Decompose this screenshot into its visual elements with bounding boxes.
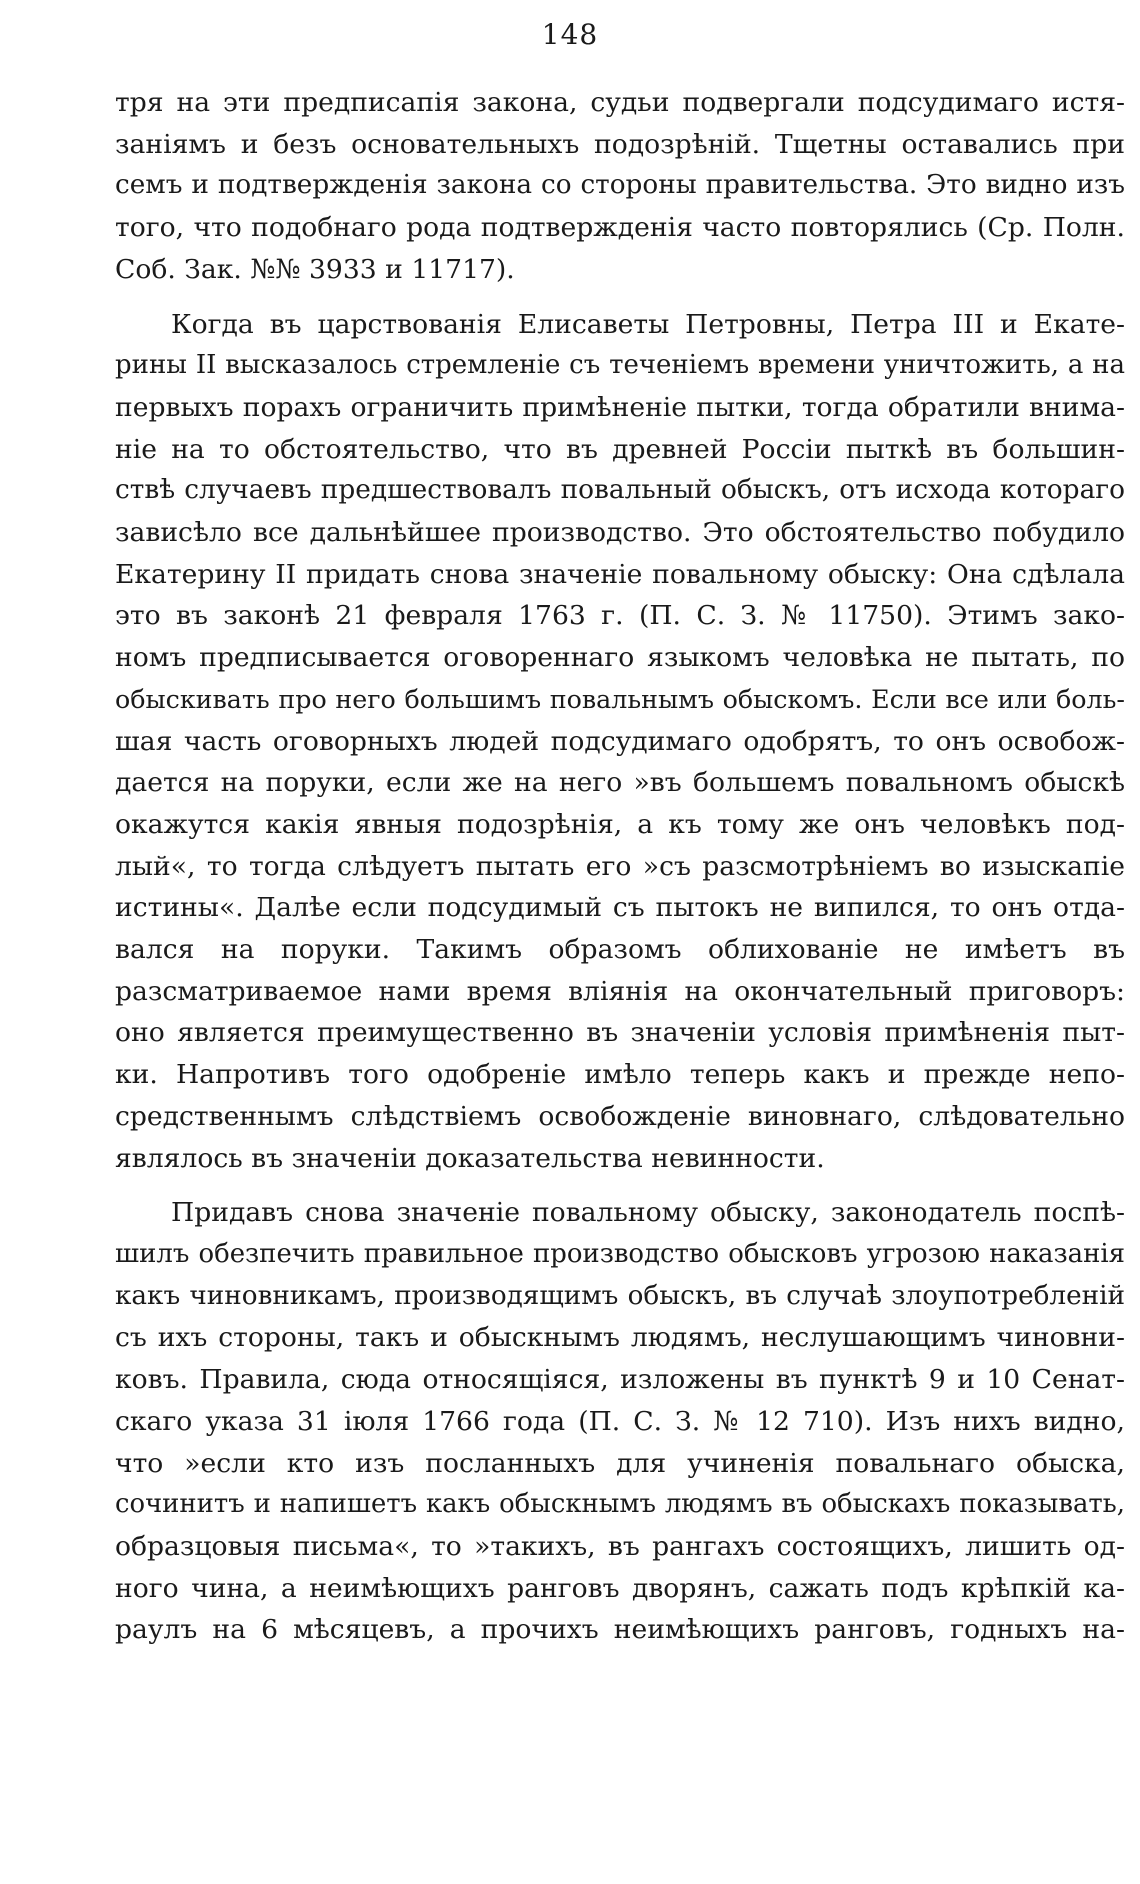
text-line: какъ чиновникамъ, производящимъ обыскъ, въ случаѣ злоупотребленій (115, 1280, 1125, 1311)
text-line: зависѣло все дальнѣйшее производство. Это обстоятельство побудило (115, 517, 1125, 549)
text-line: ніе на то обстоятельство, что въ древней Россіи пыткѣ въ большин- (115, 433, 1125, 465)
text-line: дается на поруки, если же на него »въ большемъ повальномъ обыскѣ (115, 767, 1125, 799)
text-line: съ ихъ стороны, такъ и обыскнымъ людямъ, неслушающимъ чиновни- (115, 1322, 1125, 1354)
text-line: являлось въ значеніи доказательства невинности. (115, 1142, 825, 1174)
paragraph-3 (115, 1192, 1125, 1651)
text-line: вался на поруки. Такимъ образомъ облихованіе не имѣетъ въ (115, 934, 1125, 966)
text-line: обыскивать про него большимъ повальнымъ обыскомъ. Если все или боль- (115, 683, 1125, 714)
text-line: Придавъ снова значеніе повальному обыску, законодатель поспѣ- (171, 1197, 1125, 1229)
text-line: оно является преимущественно въ значеніи условія примѣненія пыт- (115, 1017, 1125, 1049)
text-line: это въ законѣ 21 февраля 1763 г. (П. С. З. № 11750). Этимъ зако- (115, 600, 1125, 632)
text-line: средственнымъ слѣдствіемъ освобожденіе виновнаго, слѣдовательно (115, 1100, 1125, 1132)
text-line: ного чина, а неимѣющихъ ранговъ дворянъ, сажать подъ крѣпкій ка- (115, 1572, 1125, 1604)
text-line: окажутся какія явныя подозрѣнія, а къ тому же онъ человѣкъ под- (115, 808, 1125, 840)
text-line: Соб. Зак. №№ 3933 и 11717). (115, 253, 515, 285)
text-line: первыхъ порахъ ограничить примѣненіе пытки, тогда обратили внима- (115, 391, 1125, 423)
text-line: шая часть оговорныхъ людей подсудимаго одобрятъ, то онъ освобож- (115, 725, 1125, 757)
paragraph-gap (115, 291, 1125, 304)
text-line: сочинитъ и напишетъ какъ обыскнымъ людямъ въ обыскахъ показывать, (115, 1489, 1125, 1520)
text-line: образцовыя письма«, то »такихъ, въ рангахъ состоящихъ, лишить од- (115, 1530, 1125, 1562)
text-line: ствѣ случаевъ предшествовалъ повальный обыскъ, отъ исхода котораго (115, 475, 1125, 506)
text-line: номъ предписывается оговореннаго языкомъ человѣка не пытать, по (115, 642, 1125, 674)
text-line: семъ и подтвержденія закона со стороны правительства. Это видно изъ (115, 170, 1125, 201)
text-line: что »если кто изъ посланныхъ для учиненія повальнаго обыска, (115, 1447, 1125, 1479)
text-line: рины II высказалось стремленіе съ теченіемъ времени уничтожить, а на (115, 350, 1125, 381)
text-line: тря на эти предписапія закона, судьи подвергали подсудимаго истя- (115, 87, 1125, 118)
text-line: раулъ на 6 мѣсяцевъ, а прочихъ неимѣющихъ ранговъ, годныхъ на- (115, 1614, 1125, 1646)
text-line: скаго указа 31 іюля 1766 года (П. С. З. № 12 710). Изъ нихъ видно, (115, 1405, 1125, 1437)
text-line: ки. Напротивъ того одобреніе имѣло теперь какъ и прежде непо- (115, 1059, 1125, 1091)
text-line: ковъ. Правила, сюда относящіяся, изложены въ пунктѣ 9 и 10 Сенат- (115, 1364, 1125, 1396)
paragraph-1 (115, 82, 1125, 291)
text-line: заніямъ и безъ основательныхъ подозрѣній. Тщетны оставались при (115, 128, 1125, 160)
text-line: истины«. Далѣе если подсудимый съ пытокъ не випился, то онъ отда- (115, 892, 1125, 924)
paragraph-gap (115, 1179, 1125, 1192)
body-text (115, 82, 1125, 1651)
text-line: Екатерину II придать снова значеніе повальному обыску: Она сдѣлала (115, 558, 1125, 590)
text-line: разсматриваемое нами время вліянія на окончательный приговоръ: (115, 975, 1125, 1007)
text-line: шилъ обезпечить правильное производство обысковъ угрозою наказанія (115, 1238, 1125, 1269)
page-number: 148 (541, 18, 599, 51)
paragraph-2 (115, 304, 1125, 1180)
text-line: того, что подобнаго рода подтвержденія часто повторялись (Ср. Полн. (115, 212, 1125, 244)
text-line: лый«, то тогда слѣдуетъ пытать его »съ разсмотрѣніемъ во изыскапіе (115, 850, 1125, 882)
text-line: Когда въ царствованія Елисаветы Петровны, Петра III и Екате- (171, 308, 1125, 340)
